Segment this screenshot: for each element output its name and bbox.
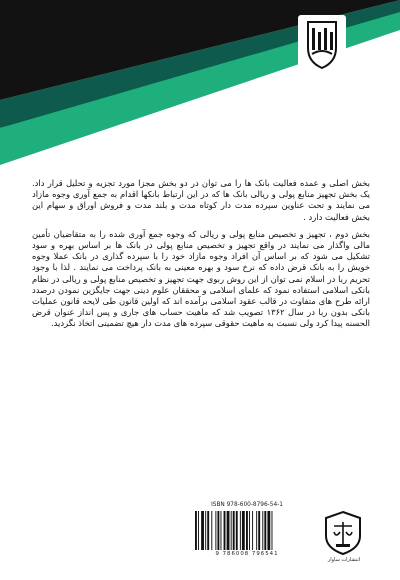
barcode-bar (252, 511, 253, 550)
university-logo (298, 15, 346, 73)
publisher-name: انتشارات ساوار (327, 557, 361, 563)
barcode-bar (246, 511, 248, 550)
barcode-bar (201, 511, 204, 550)
barcode-bar (217, 511, 219, 550)
barcode-bar (207, 511, 209, 550)
paragraph: بخش دوم ، تجهیز و تخصیص منابع پولی و ریالی که وجوه جمع آوری شده را به متقاضیان تأمین مالی واگذار می نمایند در واقع تجهیز و تخصیص منابع پولی در بانک ها بر اساس بهره و سود تشکیل می شود که بر اساس آن افراد وجوه مازاد خود را با سپرده گذاری در بانک عملا وجوه خویش را به بانک قرض داده که نرخ سود و بهره معینی به بانک پرداخت می نمایند . لذا با وجود تحریم ربا در اسلام نمی توان از این روش ربوی جهت تجهیز و تخصیص منابع پولی و ریالی در نظام بانکی اسلامی استفاده نمود که علمای اسلامی و محققان علوم دینی جهت جایگزین نمودن درصدد ارائه طرح های متفاوت در قالب عقود اسلامی برآمده اند که اولین قانون طی لایحه قانون عملیات بانکی بدون ربا در سال ۱۳۶۲ تصویب شد که ماهیت حساب های جاری و پس انداز عنوان قرض الحسنه پیدا کرد ولی نسبت به ماهیت حقوقی سپرده های مدت دار هیچ تضمینی اتخاذ نگردید. (32, 228, 370, 329)
barcode (192, 511, 302, 550)
barcode-bar (242, 511, 245, 550)
barcode-bar (258, 511, 260, 550)
barcode-bar (227, 511, 230, 550)
barcode-bar (256, 511, 257, 550)
barcode-bar (205, 511, 206, 550)
barcode-bar (262, 511, 263, 550)
barcode-bar (224, 511, 226, 550)
barcode-bar (231, 511, 232, 550)
publisher-logo-icon (322, 510, 364, 556)
barcode-bar (240, 511, 241, 550)
barcode-digits: 9 786008 796541 (215, 551, 279, 557)
barcode-bar (272, 511, 273, 550)
barcode-bar (249, 511, 250, 550)
barcode-bar (236, 511, 238, 550)
isbn-label: ISBN 978-600-8796-54-1 (211, 502, 283, 508)
barcode-bar (233, 511, 235, 550)
barcode-bar (264, 511, 266, 550)
back-cover-text (32, 178, 370, 336)
barcode-bar (215, 511, 216, 550)
barcode-bar (211, 511, 212, 550)
barcode-bar (198, 511, 199, 550)
university-emblem-icon (302, 18, 342, 70)
paragraph: بخش اصلی و عمده فعالیت بانک ها را می توان در دو بخش مجزا مورد تجزیه و تحلیل قرار داد. یک بخش تجهیز منابع پولی و ریالی بانک ها که در این ارتباط بانکها اقدام به جمع آوری وجوه مازاد می نمایند و تحت عناوین سپرده مدت دار کوتاه مدت و بلند مدت و فروش اوراق و سهام این بخش فعالیت دارد . (32, 178, 370, 222)
barcode-bar (221, 511, 222, 550)
barcode-bar (195, 511, 197, 550)
barcode-bar (267, 511, 270, 550)
